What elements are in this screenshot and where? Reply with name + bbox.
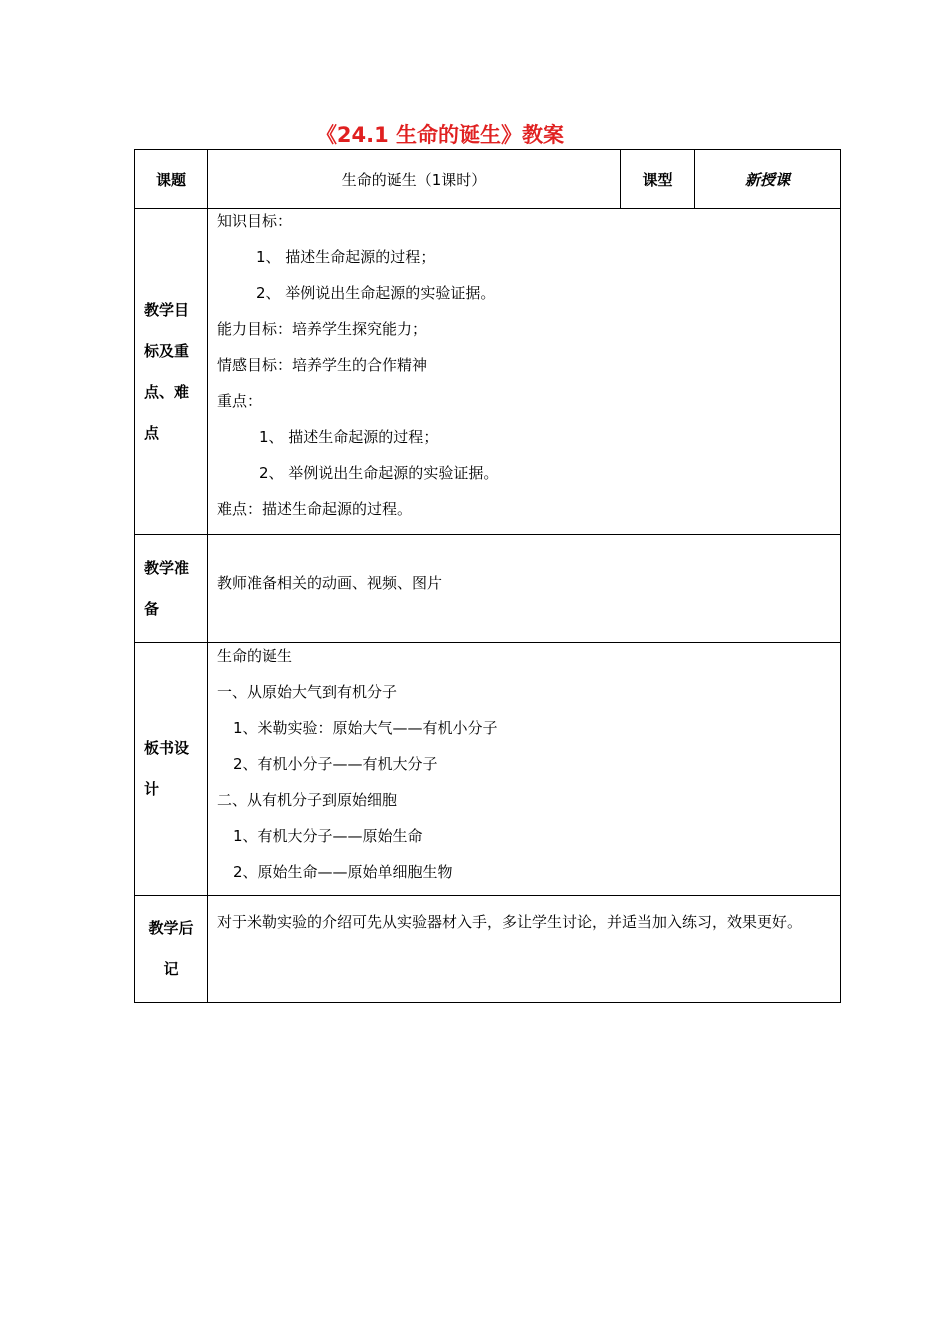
type-label: 课型 xyxy=(621,150,695,209)
topic-value: 生命的诞生（1课时） xyxy=(208,150,621,209)
board-line: 1、有机大分子——原始生命 xyxy=(233,827,423,845)
topic-label: 课题 xyxy=(135,150,208,209)
reflection-label xyxy=(135,896,208,1003)
objectives-content xyxy=(208,209,841,535)
objectives-line: 情感目标：培养学生的合作精神 xyxy=(217,356,428,374)
objectives-label-text: 教学目标及重点、难点 xyxy=(144,300,190,442)
reflection-label-text: 教学后记 xyxy=(148,919,194,978)
reflection-content xyxy=(208,896,841,1003)
board-line: 一、从原始大气到有机分子 xyxy=(217,683,398,701)
board-line: 2、原始生命——原始单细胞生物 xyxy=(233,863,453,881)
board-content xyxy=(208,643,841,896)
objectives-line: 难点：描述生命起源的过程。 xyxy=(217,500,413,518)
board-line: 2、有机小分子——有机大分子 xyxy=(233,755,438,773)
header-row xyxy=(135,150,841,209)
type-value: 新授课 xyxy=(695,150,841,209)
board-line: 生命的诞生 xyxy=(217,647,293,665)
preparation-row xyxy=(135,535,841,643)
objectives-line: 知识目标： xyxy=(217,212,293,230)
preparation-text: 教师准备相关的动画、视频、图片 xyxy=(217,574,443,592)
reflection-text: 对于米勒实验的介绍可先从实验器材入手，多让学生讨论，并适当加入练习，效果更好。 xyxy=(217,913,803,931)
objectives-line: 2、 举例说出生命起源的实验证据。 xyxy=(259,464,499,482)
objectives-line: 能力目标：培养学生探究能力； xyxy=(217,320,428,338)
preparation-label-text: 教学准备 xyxy=(144,558,190,618)
board-row xyxy=(135,643,841,896)
reflection-row xyxy=(135,896,841,1003)
board-line: 1、米勒实验：原始大气——有机小分子 xyxy=(233,719,498,737)
board-line: 二、从有机分子到原始细胞 xyxy=(217,791,398,809)
objectives-line: 重点： xyxy=(217,392,263,410)
document-title: 《24.1 生命的诞生》教案 xyxy=(315,123,565,147)
preparation-content xyxy=(208,535,841,643)
preparation-label xyxy=(135,535,208,643)
objectives-line: 1、 描述生命起源的过程； xyxy=(256,248,436,266)
objectives-line: 2、 举例说出生命起源的实验证据。 xyxy=(256,284,496,302)
board-label-text: 板书设计 xyxy=(144,739,190,798)
objectives-label xyxy=(135,209,208,535)
lesson-plan-table xyxy=(134,149,841,1003)
objectives-line: 1、 描述生命起源的过程； xyxy=(259,428,439,446)
board-label xyxy=(135,643,208,896)
objectives-row xyxy=(135,209,841,535)
